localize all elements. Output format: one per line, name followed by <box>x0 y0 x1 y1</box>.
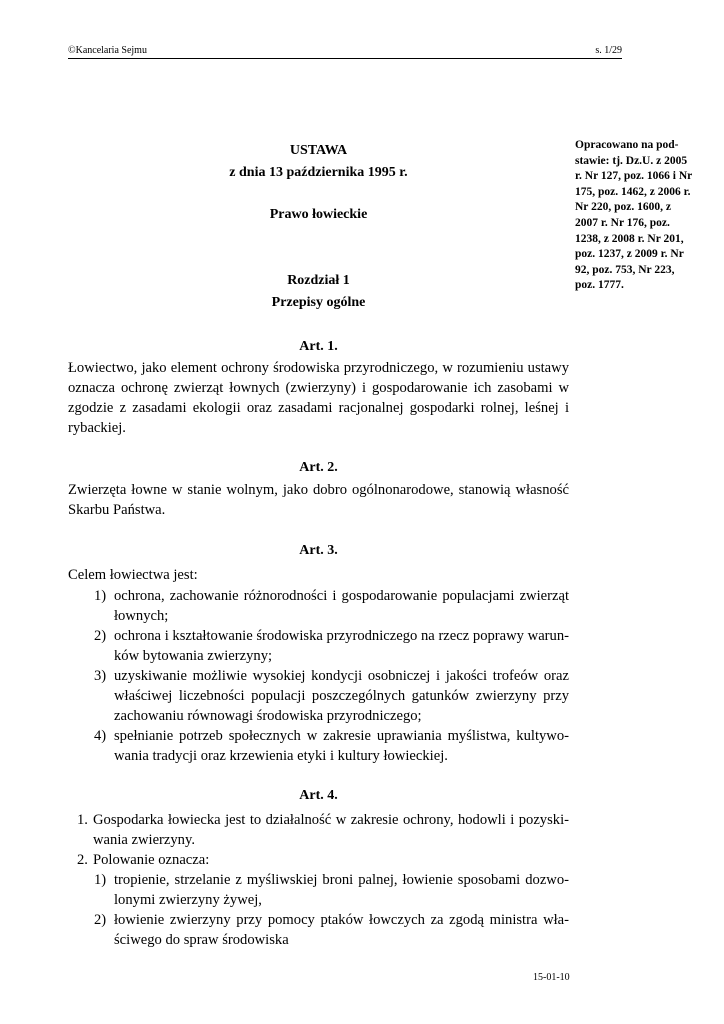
item-line: ściwego do spraw środowiska <box>114 932 289 948</box>
paragraph-line: Polowanie oznacza: <box>93 852 210 868</box>
art2-heading: Art. 2. <box>299 460 338 475</box>
art4-item <box>94 910 569 950</box>
act-type: USTAWA <box>289 143 348 158</box>
act-date: z dnia 13 października 1995 r. <box>229 165 408 180</box>
art2-line: Skarbu Państwa. <box>68 502 166 518</box>
page-footer-date: 15-01-10 <box>533 972 570 983</box>
page-header <box>68 44 622 59</box>
art4-paragraph <box>77 810 569 850</box>
header-page-number: s. 1/29 <box>595 45 622 56</box>
item-number: 1) <box>94 588 107 604</box>
item-line: właściwej liczebności populacji poszczególnych gatunków zwierzyny przy <box>114 688 569 704</box>
item-line: ochrona, zachowanie różnorodności i gospodarowanie populacjami zwierząt <box>114 588 569 604</box>
item-number: 1) <box>94 872 107 888</box>
paragraph-number: 2. <box>77 852 88 868</box>
chapter-title: Przepisy ogólne <box>271 295 366 310</box>
paragraph-line: wania zwierzyny. <box>93 832 195 848</box>
art3-item <box>94 726 569 766</box>
art1-line: Łowiectwo, jako element ochrony środowiska przyrodniczego, w rozumieniu ustawy <box>68 360 569 376</box>
item-number: 2) <box>94 912 107 928</box>
header-copyright: ©Kancelaria Sejmu <box>68 45 147 56</box>
item-number: 3) <box>94 668 107 684</box>
item-line: łowienie zwierzyny przy pomocy ptaków łowczych za zgodą ministra wła- <box>114 912 569 928</box>
paragraph-line: Gospodarka łowiecka jest to działalność w zakresie ochrony, hodowli i pozyski- <box>93 812 569 828</box>
act-name: Prawo łowieckie <box>269 207 368 222</box>
art3-intro: Celem łowiectwa jest: <box>68 567 198 583</box>
item-number: 2) <box>94 628 107 644</box>
art3-item <box>94 666 569 726</box>
paragraph-number: 1. <box>77 812 88 828</box>
item-line: uzyskiwanie możliwie wysokiej kondycji osobniczej i jakości trofeów oraz <box>114 668 569 684</box>
art2-line: Zwierzęta łowne w stanie wolnym, jako dobro ogólnonarodowe, stanowią własność <box>68 482 569 498</box>
art1-heading: Art. 1. <box>299 339 338 354</box>
art3-item <box>94 586 569 626</box>
item-line: zachowaniu równowagi środowiska przyrodniczego; <box>114 708 422 724</box>
item-line: ków bytowania zwierzyny; <box>114 648 273 664</box>
item-line: lonymi zwierzyny żywej, <box>114 892 262 908</box>
source-note: Opracowano na pod-stawie: tj. Dz.U. z 2005 r. Nr 127, poz. 1066 i Nr 175, poz. 1462, z 2006 r. Nr 220, poz. 1600, z 2007 r. Nr 176, poz. 1238, z 2008 r. Nr 201, poz. 1237, z 2009 r. Nr 92, poz. 753, Nr 223, poz. 1777. <box>575 139 693 292</box>
item-line: tropienie, strzelanie z myśliwskiej broni palnej, łowienie sposobami dozwo- <box>114 872 569 888</box>
art1-line: zgodzie z zasadami ekologii oraz zasadami racjonalnej gospodarki rolnej, leśnej i <box>68 400 569 416</box>
art4-paragraph <box>77 850 569 870</box>
art4-item <box>94 870 569 910</box>
item-number: 4) <box>94 728 107 744</box>
art4-heading: Art. 4. <box>299 788 338 803</box>
item-line: wania tradycji oraz krzewienia etyki i kultury łowieckiej. <box>114 748 448 764</box>
art1-line: oznacza ochronę zwierząt łownych (zwierzyny) i gospodarowanie ich zasobami w <box>68 380 569 396</box>
art3-item <box>94 626 569 666</box>
art1-line: rybackiej. <box>68 420 126 436</box>
chapter-number: Rozdział 1 <box>287 273 350 288</box>
item-line: łownych; <box>114 608 169 624</box>
art3-heading: Art. 3. <box>299 543 338 558</box>
item-line: spełnianie potrzeb społecznych w zakresie uprawiania myślistwa, kultywo- <box>114 728 569 744</box>
item-line: ochrona i kształtowanie środowiska przyrodniczego na rzecz poprawy warun- <box>114 628 569 644</box>
